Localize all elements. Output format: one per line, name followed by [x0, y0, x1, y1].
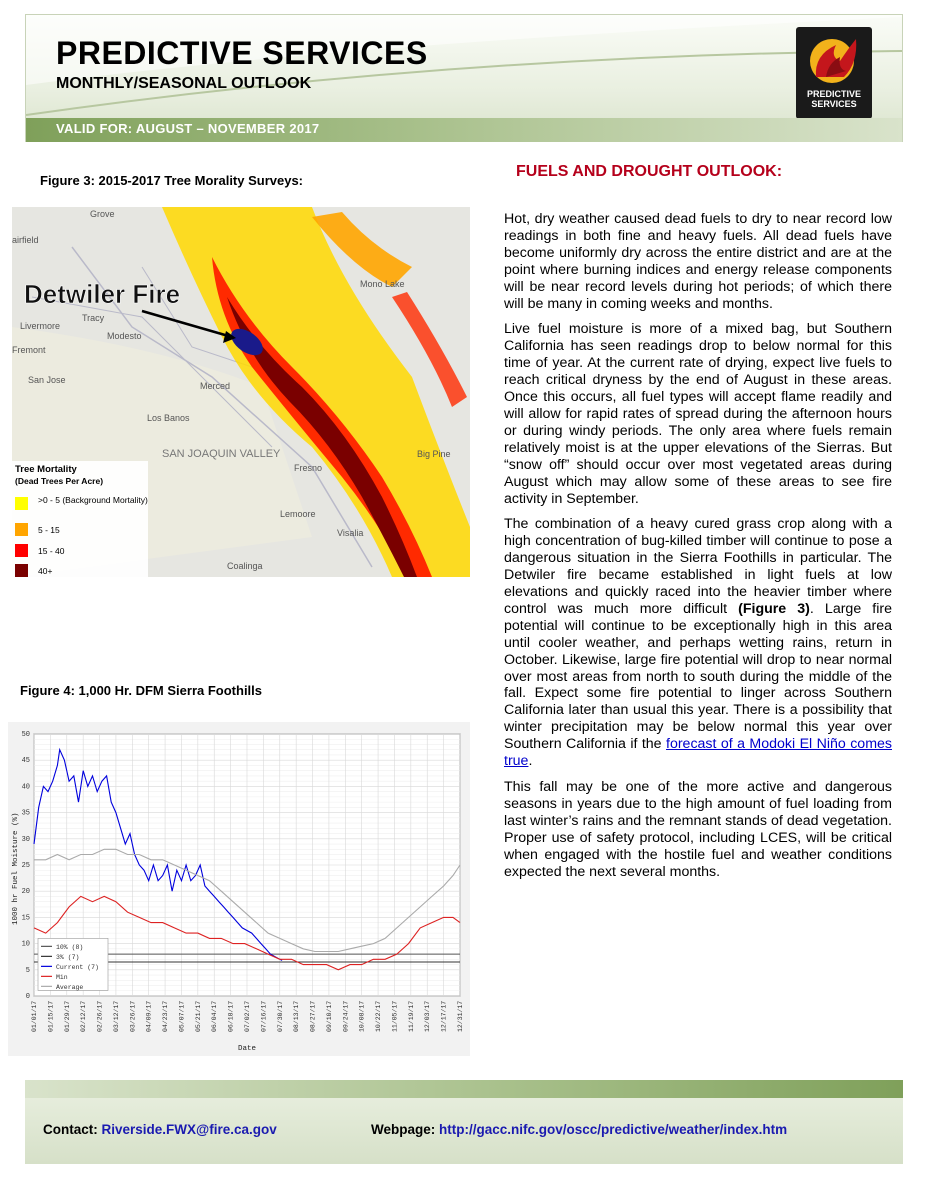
x-tick-label: 09/24/17 [342, 1000, 350, 1032]
map-place: Big Pine [417, 449, 451, 459]
y-tick-label: 45 [21, 757, 30, 766]
x-axis-label: Date [237, 1045, 257, 1053]
webpage: Webpage: http://gacc.nifc.gov/oscc/predictive/weather/index.htm [371, 1122, 788, 1137]
x-tick-label: 01/01/17 [31, 1000, 38, 1032]
y-tick-label: 10 [21, 940, 30, 949]
map-place: Modesto [107, 331, 142, 341]
x-tick-label: 10/08/17 [358, 1000, 366, 1032]
page-subtitle: MONTHLY/SEASONAL OUTLOOK [56, 75, 312, 92]
x-tick-label: 07/30/17 [276, 1000, 284, 1032]
map-place: Mono Lake [360, 279, 405, 289]
x-tick-label: 06/04/17 [211, 1000, 219, 1032]
paragraph: Hot, dry weather caused dead fuels to dry to near record low readings in both fine and heavy fuels. All dead fuels have become uniformly dry across the entire district and are at the point where burning indices and energy release components will be near record levels during hot periods; of which there will be many in coming weeks and months. [504, 211, 892, 312]
x-tick-label: 06/18/17 [227, 1000, 235, 1032]
map-place: Merced [200, 381, 231, 391]
x-tick-label: 08/27/17 [309, 1000, 317, 1032]
map-place: Livermore [20, 321, 61, 331]
fuel-moisture-chart [8, 722, 470, 1056]
map-place: Los Banos [147, 413, 190, 423]
map-place: San Jose [28, 375, 66, 385]
y-tick-label: 20 [21, 888, 30, 897]
map-place: Visalia [337, 528, 364, 538]
legend-swatch [15, 564, 28, 577]
legend-label: 10% (8) [56, 943, 84, 951]
x-tick-label: 01/29/17 [63, 1000, 71, 1032]
x-tick-label: 11/05/17 [391, 1000, 399, 1032]
webpage-link[interactable]: http://gacc.nifc.gov/oscc/predictive/weather/index.htm [439, 1122, 788, 1137]
x-tick-label: 03/12/17 [112, 1000, 120, 1032]
x-tick-label: 07/16/17 [260, 1000, 268, 1032]
tree-mortality-map [12, 207, 470, 577]
article-body [504, 211, 892, 889]
map-place: airfield [12, 235, 39, 245]
x-tick-label: 12/31/17 [457, 1000, 464, 1032]
x-tick-label: 09/10/17 [325, 1000, 333, 1032]
paragraph: Live fuel moisture is more of a mixed bag, but Southern California has seen readings drop to below normal for this time of year. At the current rate of drying, expect live fuels to reach critical dryness by the end of August in these areas. Once this occurs, all fuel types will accept flame readily and will allow for rapid rates of spread during the afternoon hours or during windy periods. The only area where fuels remain relatively moist is at the upper elevations of the Sierras. But “snow off” should occur over most vegetated areas during August which may allow some of these areas to see fire activity in September. [504, 321, 892, 507]
x-tick-label: 12/03/17 [424, 1000, 432, 1032]
legend-label: Current (7) [56, 963, 99, 971]
y-axis-label: 1000 hr Fuel Moisture (%) [12, 812, 20, 925]
valid-for-bar [26, 118, 902, 142]
map-place: Fresno [294, 463, 323, 473]
x-tick-label: 12/17/17 [440, 1000, 448, 1032]
y-tick-label: 0 [25, 993, 30, 1001]
map-place: SAN JOAQUIN VALLEY [162, 448, 281, 460]
legend-label: 15 - 40 [38, 546, 65, 556]
map-place: Lemoore [280, 509, 316, 519]
el-nino-forecast-link[interactable]: forecast of a Modoki El Niño comes true [504, 736, 892, 770]
y-tick-label: 15 [21, 914, 30, 923]
valid-period: VALID FOR: AUGUST – NOVEMBER 2017 [56, 121, 320, 136]
paragraph: This fall may be one of the more active and dangerous seasons in years due to the high amount of fuel loading from last winter’s rains and the remnant stands of dead vegetation. Proper use of safety protocol, including LCES, will be critical when engaged with the hostile fuel and weather conditions expected the next several months. [504, 779, 892, 880]
legend-label: 5 - 15 [38, 525, 60, 535]
legend-title: Tree Mortality [15, 464, 77, 475]
flame-logo-icon [796, 27, 872, 87]
legend-swatch [15, 523, 28, 536]
paragraph: The combination of a heavy cured grass crop along with a high concentration of bug-killed timber will continue to pose a dangerous situation in the Sierra Foothills in particular. The Detwiler fire became established in light fuels at low elevations and quickly raced into the heavier timber where control was much more difficult (Figure 3). Large fire potential will continue to be exceptionally high in this area until cooler weather, and perhaps wetting rains, return in October. Likewise, large fire potential will drop to near normal over most areas from north to south during the middle of the fall. Expect some fire potential to linger across Southern California later than usual this year. There is a possibility that winter precipitation may be below normal this year over Southern California if the forecast of a Modoki El Niño comes true. [504, 516, 892, 770]
legend-subtitle: (Dead Trees Per Acre) [15, 476, 104, 486]
y-tick-label: 5 [25, 966, 30, 975]
predictive-services-logo [796, 27, 872, 119]
legend-label: Min [56, 973, 68, 981]
logo-text: PREDICTIVE SERVICES [806, 89, 861, 109]
page-header [25, 14, 903, 142]
legend-swatch [15, 544, 28, 557]
x-tick-label: 08/13/17 [293, 1000, 301, 1032]
x-tick-label: 03/26/17 [129, 1000, 137, 1032]
legend-label: 3% (7) [56, 953, 80, 961]
y-tick-label: 35 [21, 809, 30, 818]
x-tick-label: 04/09/17 [145, 1000, 153, 1032]
map-place: Fremont [12, 345, 46, 355]
y-tick-label: 25 [21, 862, 30, 870]
contact: Contact: Riverside.FWX@fire.ca.gov [43, 1122, 277, 1137]
figure4-caption: Figure 4: 1,000 Hr. DFM Sierra Foothills [20, 683, 263, 698]
x-tick-label: 07/02/17 [244, 1000, 251, 1032]
section-heading: FUELS AND DROUGHT OUTLOOK: [516, 163, 783, 180]
y-tick-label: 50 [21, 731, 30, 739]
x-tick-label: 04/23/17 [162, 1000, 170, 1032]
x-tick-label: 05/07/17 [178, 1000, 186, 1032]
x-tick-label: 11/19/17 [407, 1000, 415, 1032]
page-title: PREDICTIVE SERVICES [56, 35, 428, 71]
x-tick-label: 02/26/17 [96, 1000, 104, 1032]
map-graphic [12, 207, 470, 577]
x-tick-label: 05/21/17 [194, 1000, 202, 1032]
legend-swatch [15, 497, 28, 510]
figure-reference: (Figure 3) [738, 600, 810, 617]
fire-label: Detwiler Fire [24, 279, 181, 309]
y-tick-label: 30 [21, 835, 30, 844]
legend-label: >0 - 5 (Background Mortality) [38, 495, 148, 505]
map-legend [12, 461, 148, 577]
contact-email-link[interactable]: Riverside.FWX@fire.ca.gov [101, 1122, 277, 1137]
map-place: Tracy [82, 313, 105, 323]
figure3-caption: Figure 3: 2015-2017 Tree Morality Surveys: [40, 173, 304, 188]
y-tick-label: 40 [21, 783, 30, 792]
legend-label: Average [56, 983, 84, 991]
map-place: Coalinga [227, 561, 263, 571]
x-tick-label: 02/12/17 [80, 1000, 88, 1032]
page-footer [25, 1098, 903, 1164]
x-tick-label: 01/15/17 [47, 1000, 55, 1032]
x-tick-label: 10/22/17 [375, 1000, 383, 1032]
legend-label: 40+ [38, 566, 53, 576]
footer-bar [25, 1080, 903, 1098]
map-place: Grove [90, 209, 115, 219]
chart-svg [8, 722, 470, 1056]
